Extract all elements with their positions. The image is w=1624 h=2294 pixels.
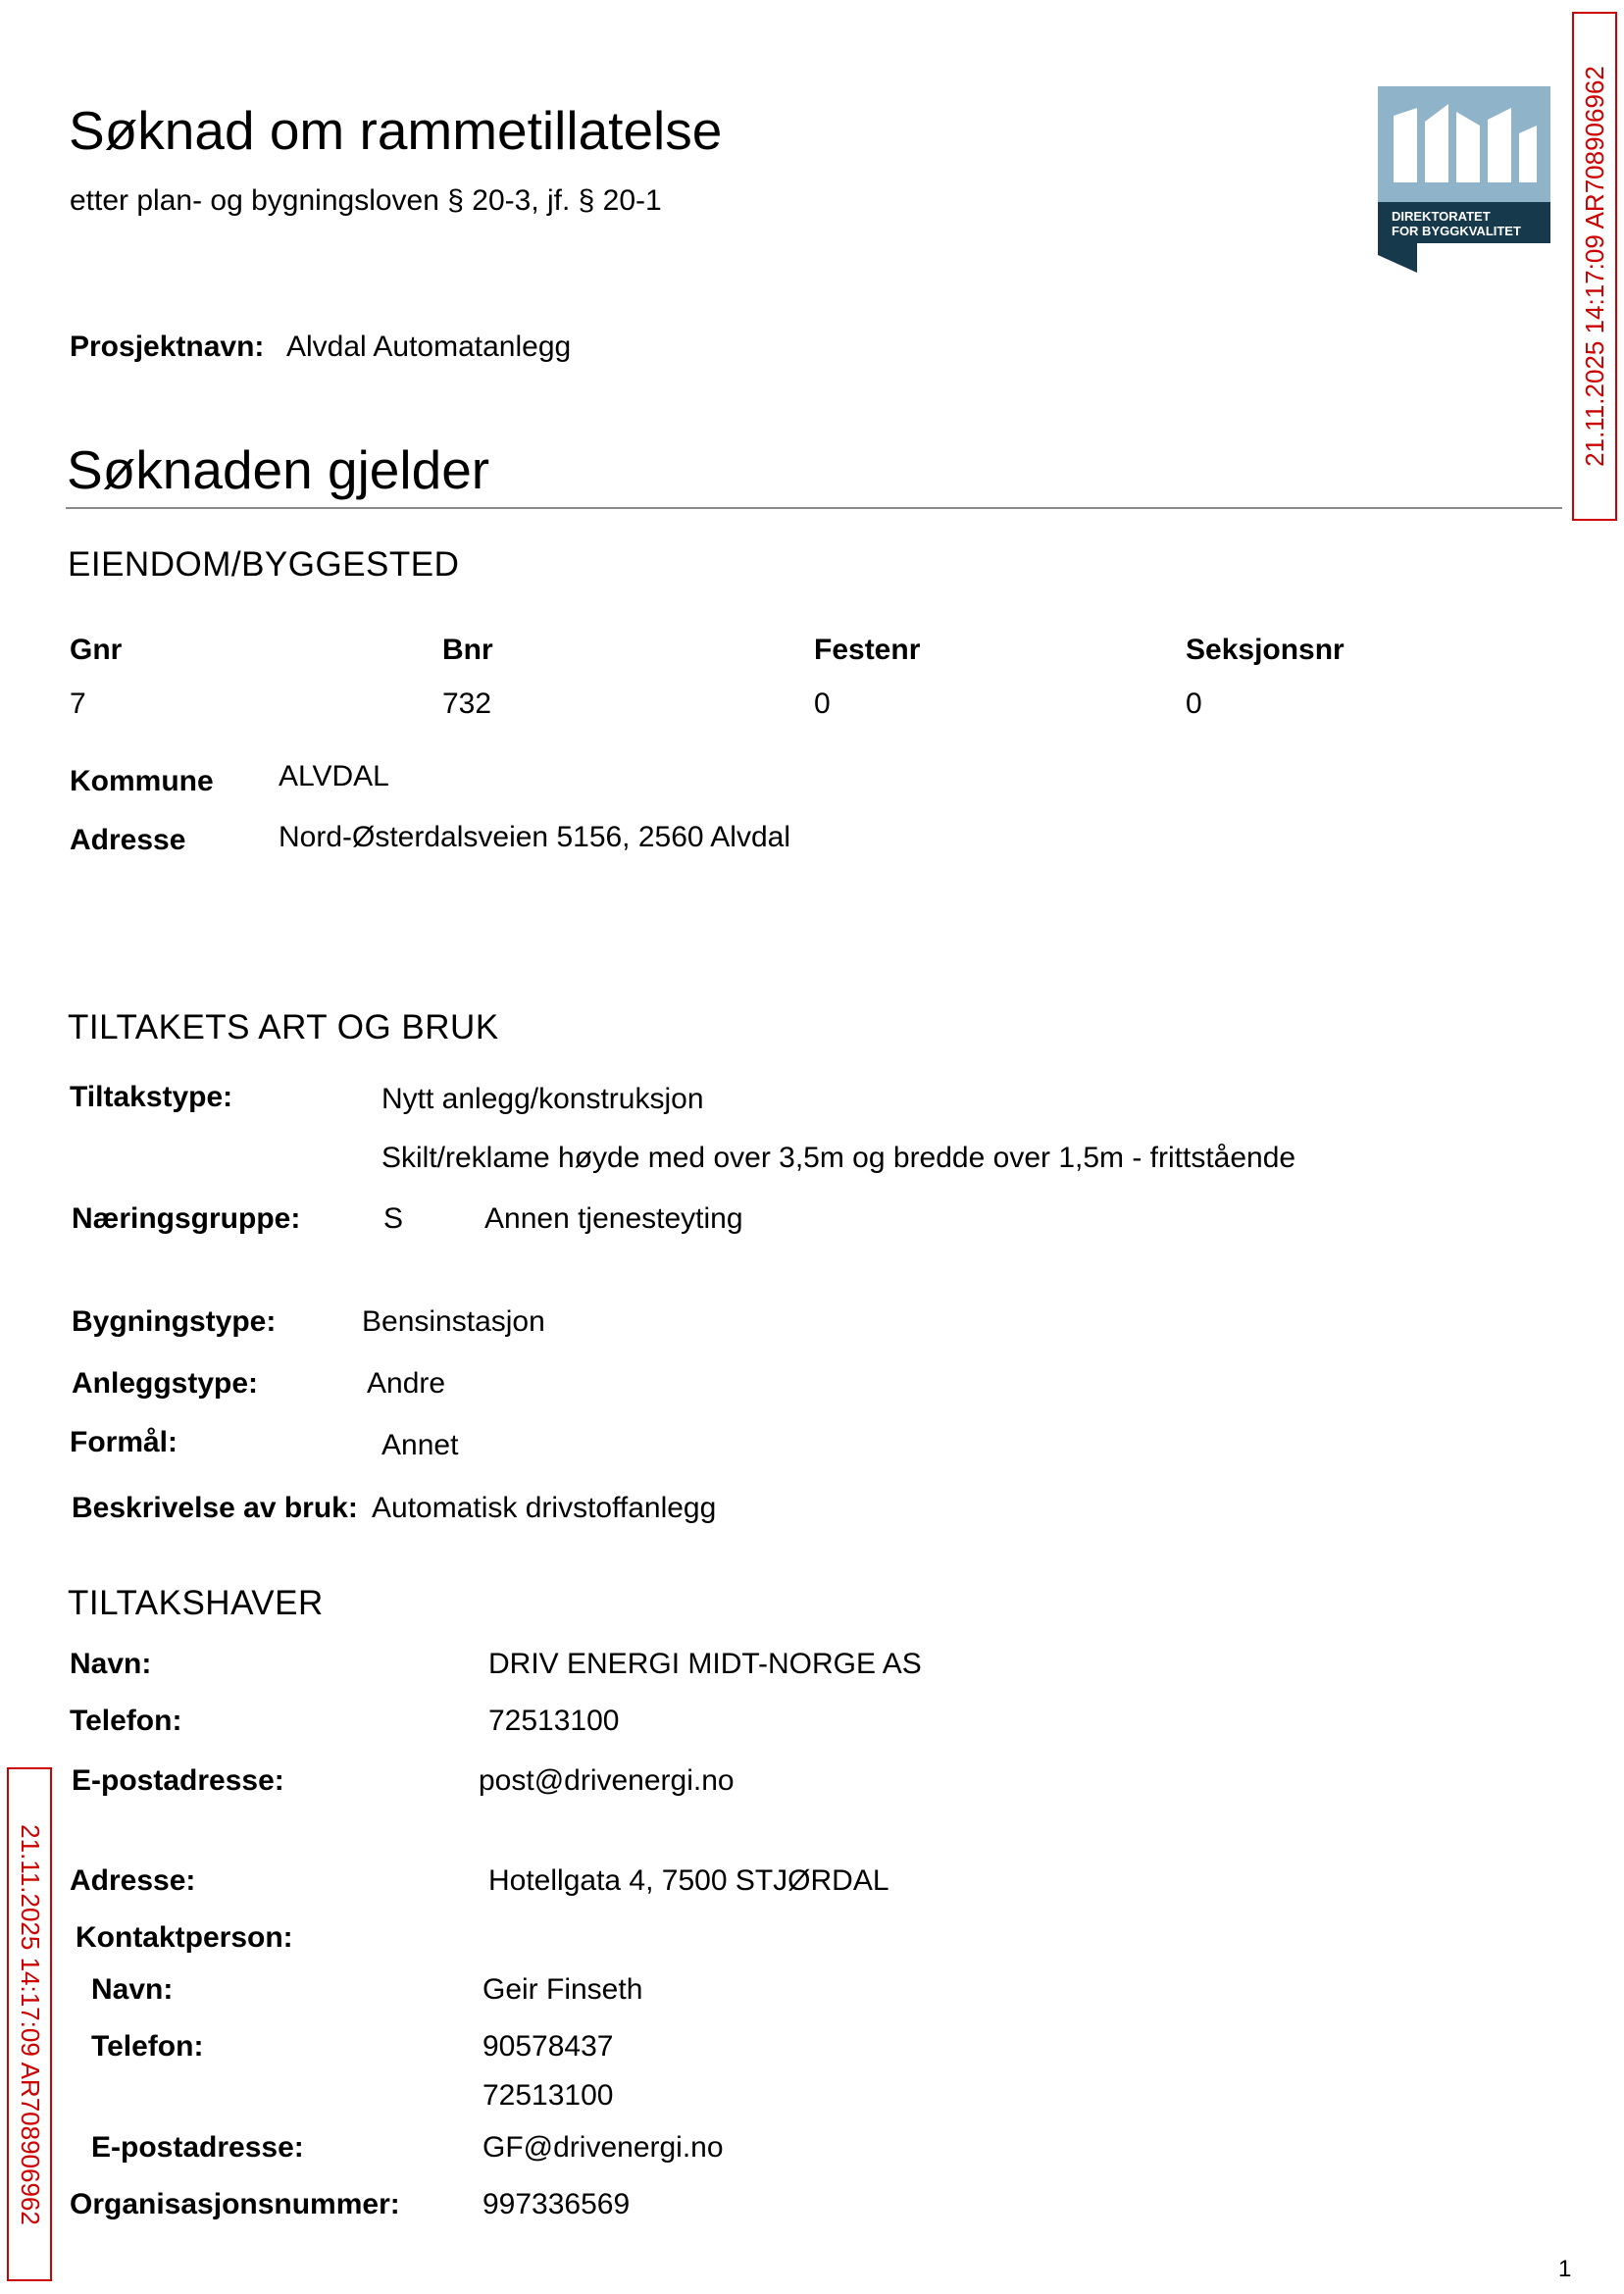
anleggstype-value: Andre: [367, 1367, 446, 1400]
epost-label: E-postadresse:: [72, 1764, 284, 1797]
logo-text-1: DIREKTORATET: [1392, 209, 1491, 224]
date-stamp-bottom-left: 21.11.2025 14:17:09 AR708906962: [7, 1767, 52, 2281]
kontakt-navn-label: Navn:: [91, 1973, 174, 2006]
navn-label: Navn:: [70, 1648, 152, 1680]
seksjonsnr-value: 0: [1186, 688, 1202, 720]
beskrivelse-value: Automatisk drivstoffanlegg: [372, 1492, 717, 1524]
naeringsgruppe-label: Næringsgruppe:: [72, 1202, 301, 1235]
tiltakstype-label: Tiltakstype:: [70, 1081, 233, 1113]
bnr-label: Bnr: [442, 634, 493, 666]
gnr-label: Gnr: [70, 634, 123, 666]
tiltakstype-value-1: Nytt anlegg/konstruksjon: [381, 1083, 704, 1115]
bygningstype-value: Bensinstasjon: [362, 1305, 545, 1338]
dibk-logo: [1378, 86, 1550, 273]
project-value: Alvdal Automatanlegg: [286, 331, 572, 363]
bnr-value: 732: [442, 688, 492, 720]
orgnr-value: 997336569: [482, 2188, 631, 2220]
orgnr-label: Organisasjonsnummer:: [70, 2188, 400, 2220]
seksjonsnr-label: Seksjonsnr: [1186, 634, 1345, 666]
gnr-value: 7: [70, 688, 86, 720]
section-divider: [66, 507, 1562, 509]
document-title: Søknad om rammetillatelse: [69, 100, 723, 161]
tiltakstype-value-2: Skilt/reklame høyde med over 3,5m og bredde over 1,5m - frittstående: [381, 1142, 1296, 1174]
festenr-label: Festenr: [814, 634, 921, 666]
navn-value: DRIV ENERGI MIDT-NORGE AS: [488, 1648, 922, 1680]
tiltak-heading: TILTAKETS ART OG BRUK: [68, 1008, 499, 1046]
page-number: 1: [1558, 2256, 1572, 2282]
beskrivelse-label: Beskrivelse av bruk:: [72, 1492, 358, 1524]
naeringsgruppe-code: S: [383, 1202, 404, 1235]
project-label: Prosjektnavn:: [70, 331, 265, 363]
tiltakshaver-heading: TILTAKSHAVER: [68, 1584, 324, 1622]
telefon-value: 72513100: [488, 1705, 620, 1737]
kontaktperson-label: Kontaktperson:: [76, 1921, 293, 1954]
epost-value: post@drivenergi.no: [479, 1764, 735, 1797]
logo-text-2: FOR BYGGKVALITET: [1392, 224, 1521, 238]
naeringsgruppe-value: Annen tjenesteyting: [484, 1202, 743, 1235]
kontakt-navn-value: Geir Finseth: [482, 1973, 643, 2006]
tiltakshaver-adresse-value: Hotellgata 4, 7500 STJØRDAL: [488, 1864, 889, 1897]
anleggstype-label: Anleggstype:: [72, 1367, 259, 1400]
section-title: Søknaden gjelder: [67, 439, 490, 500]
kommune-label: Kommune: [70, 765, 214, 797]
kommune-value: ALVDAL: [279, 760, 389, 792]
festenr-value: 0: [814, 688, 831, 720]
kontakt-epost-value: GF@drivenergi.no: [482, 2131, 724, 2164]
kontakt-telefon-label: Telefon:: [91, 2030, 204, 2063]
kontakt-epost-label: E-postadresse:: [91, 2131, 304, 2164]
document-subtitle: etter plan- og bygningsloven § 20-3, jf. § 20-1: [70, 184, 662, 217]
date-stamp-top-right: 21.11.2025 14:17:09 AR708906962: [1572, 12, 1617, 521]
bygningstype-label: Bygningstype:: [72, 1305, 277, 1338]
tiltakshaver-adresse-label: Adresse:: [70, 1864, 196, 1897]
kontakt-telefon-value-2: 72513100: [482, 2079, 614, 2112]
formal-label: Formål:: [70, 1426, 178, 1458]
kontakt-telefon-value-1: 90578437: [482, 2030, 614, 2063]
eiendom-heading: EIENDOM/BYGGESTED: [68, 545, 460, 584]
formal-value: Annet: [381, 1429, 459, 1461]
telefon-label: Telefon:: [70, 1705, 182, 1737]
adresse-label: Adresse: [70, 824, 186, 856]
adresse-value: Nord-Østerdalsveien 5156, 2560 Alvdal: [279, 821, 790, 853]
